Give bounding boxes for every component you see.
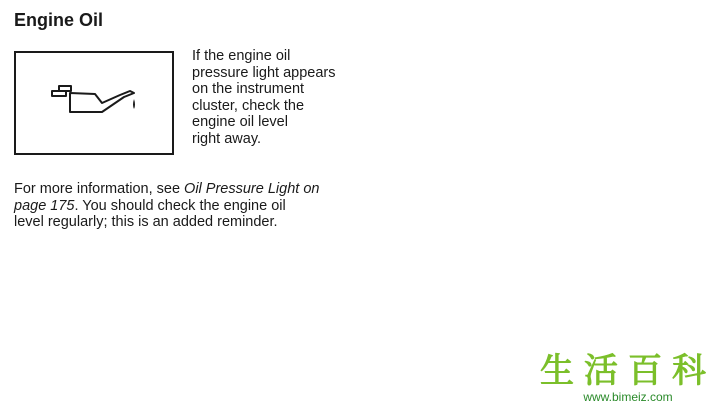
text-line: cluster, check the (192, 97, 305, 114)
watermark (540, 352, 716, 404)
oil-light-instructions (192, 48, 372, 148)
oil-pressure-light-ref: Oil Pressure Light on (184, 181, 320, 197)
oil-can-icon (50, 83, 145, 123)
watermark-logo: 生活百科 (540, 351, 716, 391)
text-line: level regularly; this is an added reminder. (14, 214, 278, 231)
watermark-url: www.bimeiz.com (583, 390, 673, 404)
text-line: right away. (192, 130, 262, 147)
text-line: For more information, see (14, 181, 185, 197)
text-line: . You should check the engine oil (74, 197, 286, 214)
more-info-paragraph (14, 181, 374, 231)
text-line: engine oil level (192, 114, 288, 131)
left-column (14, 8, 369, 231)
text-line: on the instrument (192, 81, 305, 98)
oil-pressure-symbol-box (14, 51, 174, 155)
oil-pressure-light-page-ref: page 175 (14, 197, 75, 214)
text-line: pressure light appears (192, 64, 336, 81)
section-title-engine-oil: Engine Oil (14, 10, 104, 30)
text-line: If the engine oil (192, 48, 291, 64)
